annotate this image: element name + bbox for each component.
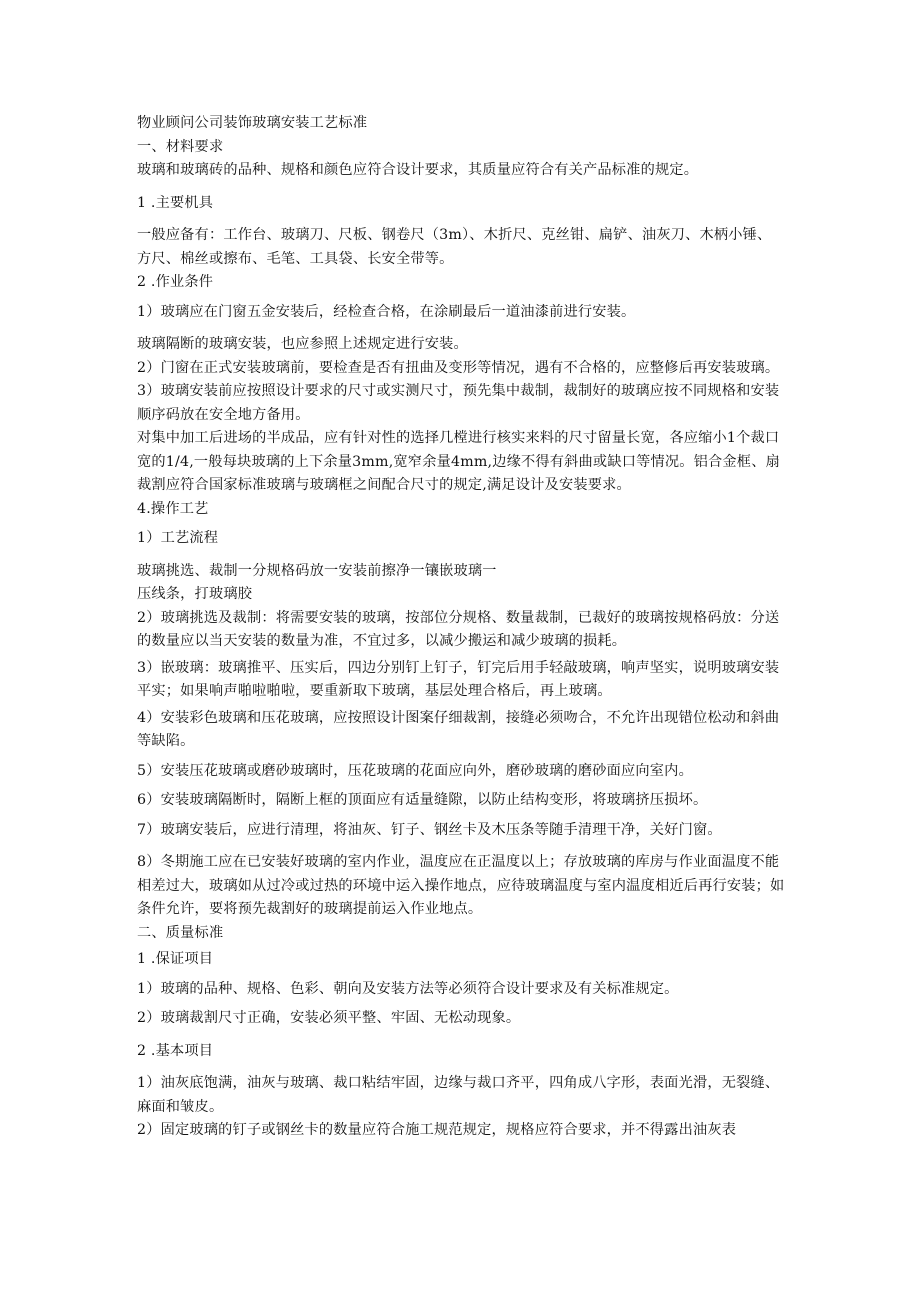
paragraph: 2）门窗在正式安装玻璃前，要检查是否有扭曲及变形等情况，遇有不合格的，应整修后再安装玻璃。 [137,359,780,376]
subheading-basic: 2 .基本项目 [137,1042,214,1059]
paragraph: 3）玻璃安装前应按照设计要求的尺寸或实测尺寸，预先集中裁制，裁制好的玻璃应按不同规格和安装顺序码放在安全地方备用。 [137,383,780,423]
paragraph: 2）固定玻璃的钉子或钢丝卡的数量应符合施工规范规定，规格应符合要求，并不得露出油灰表 [137,1122,737,1138]
paragraph: 一般应备有：工作台、玻璃刀、尺板、钢卷尺（3m）、木折尺、克丝钳、扁铲、油灰刀、木柄小锤、方尺、棉丝或擦布、毛笔、工具袋、长安全带等。 [137,227,772,267]
paragraph: 7）玻璃安装后，应进行清理，将油灰、钉子、钢丝卡及木压条等随手清理干净，关好门窗。 [137,821,722,838]
subheading-guarantee: 1 .保证项目 [137,951,214,967]
paragraph: 玻璃挑选、裁制一分规格码放一安装前擦净一镶嵌玻璃一 [137,562,497,579]
paragraph: 1）油灰底饱满，油灰与玻璃、裁口粘结牢固，边缘与裁口齐平，四角成八字形，表面光滑，无裂缝、麻面和皱皮。 [137,1075,780,1115]
paragraph: 玻璃和玻璃砖的品种、规格和颜色应符合设计要求，其质量应符合有关产品标准的规定。 [137,162,699,178]
paragraph: 4）安装彩色玻璃和压花玻璃，应按照设计图案仔细裁割，接缝必须吻合，不允许出现错位松动和斜曲等缺陷。 [137,709,780,749]
document-body [137,112,785,1143]
subheading-tools: 1 .主要机具 [137,194,214,211]
paragraph: 对集中加工后进场的半成品，应有针对性的选择几樘进行核实来料的尺寸留量长宽，各应缩小1个裁口宽的1/4,一般每块玻璃的上下余量3mm,宽窄余量4mm,边缘不得有斜曲或缺口等情况。铝合金框、扇裁割应符合国家标准玻璃与玻璃框之间配合尺寸的规定,满足设计及安装要求。 [137,430,780,493]
paragraph: 6）安装玻璃隔断时，隔断上框的顶面应有适量缝隙，以防止结构变形，将玻璃挤压损坏。 [137,792,708,808]
paragraph: 1）工艺流程 [137,530,219,546]
subheading-conditions: 2 .作业条件 [137,274,214,290]
paragraph: 1）玻璃的品种、规格、色彩、朝向及安装方法等必须符合设计要求及有关标准规定。 [137,980,679,997]
document-title: 物业顾问公司装饰玻璃安装工艺标准 [137,115,368,131]
paragraph: 2）玻璃裁割尺寸正确，安装必须平整、牢固、无松动现象。 [137,1010,521,1026]
section-heading-materials: 一、材料要求 [137,138,224,155]
paragraph: 3）嵌玻璃：玻璃推平、压实后，四边分别钉上钉子，钉完后用手轻敲玻璃，响声坚实，说明玻璃安装平实；如果响声啪啦啪啦，要重新取下玻璃，基层处理合格后，再上玻璃。 [137,659,780,699]
paragraph: 5）安装压花玻璃或磨砂玻璃时，压花玻璃的花面应向外，磨砂玻璃的磨砂面应向室内。 [137,762,693,779]
subheading-operation: 4.操作工艺 [137,500,209,517]
paragraph: 2）玻璃挑选及裁制：将需要安装的玻璃，按部位分规格、数量裁制，已裁好的玻璃按规格码放：分送的数量应以当天安装的数量为准，不宜过多，以减少搬运和减少玻璃的损耗。 [137,609,780,649]
paragraph: 玻璃隔断的玻璃安装，也应参照上述规定进行安装。 [137,336,468,352]
paragraph: 1）玻璃应在门窗五金安装后，经检查合格，在涂刷最后一道油漆前进行安装。 [137,303,636,320]
section-heading-quality: 二、质量标准 [137,924,224,941]
paragraph: 8）冬期施工应在已安装好玻璃的室内作业，温度应在正温度以上；存放玻璃的库房与作业面温度不能相差过大，玻璃如从过冷或过热的环境中运入操作地点，应待玻璃温度与室内温度相近后再行安装；如条件允许，要将预先裁割好的玻璃提前运入作业地点。 [137,854,785,917]
paragraph: 压线条，打玻璃胶 [137,586,253,602]
